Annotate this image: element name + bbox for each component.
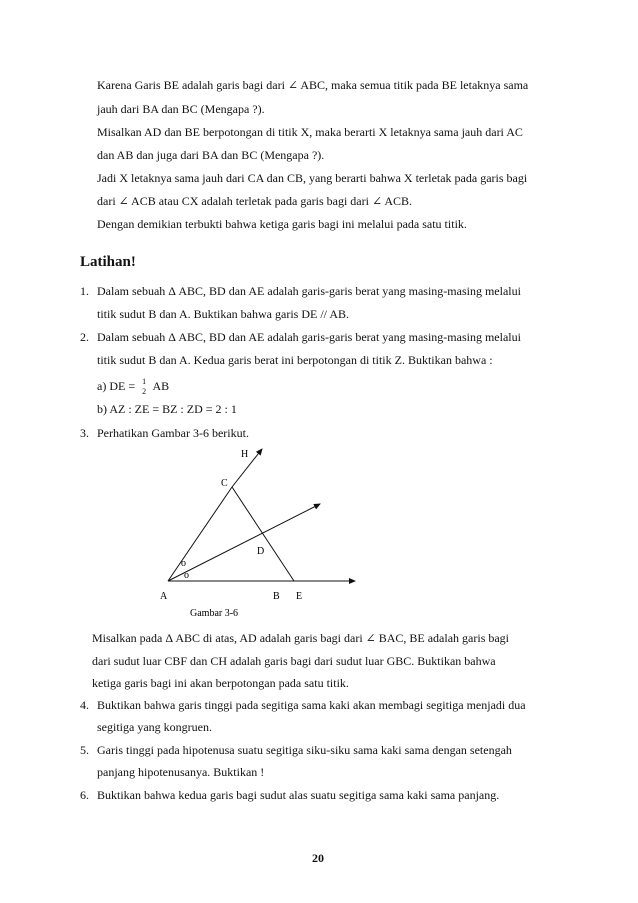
exercise-5-number: 5. bbox=[80, 743, 89, 757]
exercise-1-number: 1. bbox=[80, 284, 89, 298]
exercise-5-line-1: Garis tinggi pada hipotenusa suatu segitiga siku-siku sama kaki sama dengan setengah bbox=[97, 743, 512, 757]
exercise-2-number: 2. bbox=[80, 330, 89, 344]
label-h: H bbox=[241, 449, 249, 460]
label-b: B bbox=[273, 591, 280, 602]
exercise-3-line-1: Perhatikan Gambar 3-6 berikut. bbox=[97, 426, 249, 440]
exercise-6-line-1: Buktikan bahwa kedua garis bagi sudut alas suatu segitiga sama kaki sama panjang. bbox=[97, 788, 500, 802]
intro-line-6: dari ∠ ACB atau CX adalah terletak pada garis bagi dari ∠ ACB. bbox=[97, 194, 413, 208]
exercise-4-line-1: Buktikan bahwa garis tinggi pada segitiga sama kaki akan membagi segitiga menjadi dua bbox=[97, 698, 526, 712]
exercise-3-after-2: dari sudut luar CBF dan CH adalah garis bagi dari sudut luar GBC. Buktikan bahwa bbox=[92, 654, 496, 668]
fraction-numerator: 1 bbox=[142, 377, 147, 387]
label-d: D bbox=[257, 546, 265, 557]
intro-line-3: Misalkan AD dan BE berpotongan di titik X, maka berarti X letaknya sama jauh dari AC bbox=[97, 125, 523, 139]
intro-line-5: Jadi X letaknya sama jauh dari CA dan CB, yang berarti bahwa X terletak pada garis bagi bbox=[97, 171, 528, 185]
exercise-3-after-1: Misalkan pada Δ ABC di atas, AD adalah garis bagi dari ∠ BAC, BE adalah garis bagi bbox=[92, 631, 510, 645]
exercise-1-line-2: titik sudut B dan A. Buktikan bahwa garis DE // AB. bbox=[97, 307, 349, 321]
intro-line-4: dan AB dan juga dari BA dan BC (Mengapa ?). bbox=[97, 148, 325, 162]
line-b-c-h bbox=[232, 487, 294, 581]
part-a-prefix: a) DE = bbox=[97, 379, 136, 393]
label-c: C bbox=[221, 478, 228, 489]
fraction-denominator: 2 bbox=[142, 387, 147, 397]
exercise-2-line-2: titik sudut B dan A. Kedua garis berat ini berpotongan di titik Z. Buktikan bahwa : bbox=[97, 353, 493, 367]
exercise-6-number: 6. bbox=[80, 788, 89, 802]
exercise-4-line-2: segitiga yang kongruen. bbox=[97, 720, 212, 734]
exercise-4-number: 4. bbox=[80, 698, 89, 712]
part-a-suffix: AB bbox=[152, 379, 170, 393]
exercise-1-line-1: Dalam sebuah Δ ABC, BD dan AE adalah garis-garis berat yang masing-masing melalui bbox=[97, 284, 521, 298]
bisector-ad bbox=[168, 504, 320, 581]
page-number: 20 bbox=[312, 851, 324, 865]
label-o-upper: o bbox=[181, 558, 186, 569]
exercise-3-number: 3. bbox=[80, 426, 89, 440]
exercise-2-line-1: Dalam sebuah Δ ABC, BD dan AE adalah garis-garis berat yang masing-masing melalui bbox=[97, 330, 521, 344]
section-heading: Latihan! bbox=[80, 254, 136, 270]
intro-line-2: jauh dari BA dan BC (Mengapa ?). bbox=[97, 102, 265, 116]
exercise-5-line-2: panjang hipotenusanya. Buktikan ! bbox=[97, 765, 265, 779]
intro-line-1: Karena Garis BE adalah garis bagi dari ∠ ABC, maka semua titik pada BE letaknya sama bbox=[97, 78, 529, 92]
side-ac bbox=[168, 487, 232, 581]
intro-line-7: Dengan demikian terbukti bahwa ketiga garis bagi ini melalui pada satu titik. bbox=[97, 217, 467, 231]
exercise-3-after-3: ketiga garis bagi ini akan berpotongan pada satu titik. bbox=[92, 676, 349, 690]
label-a: A bbox=[160, 591, 168, 602]
label-o-lower: o bbox=[184, 570, 189, 581]
exercise-2-part-b: b) AZ : ZE = BZ : ZD = 2 : 1 bbox=[97, 402, 237, 416]
label-e: E bbox=[296, 591, 303, 602]
figure-caption: Gambar 3-6 bbox=[190, 608, 239, 619]
